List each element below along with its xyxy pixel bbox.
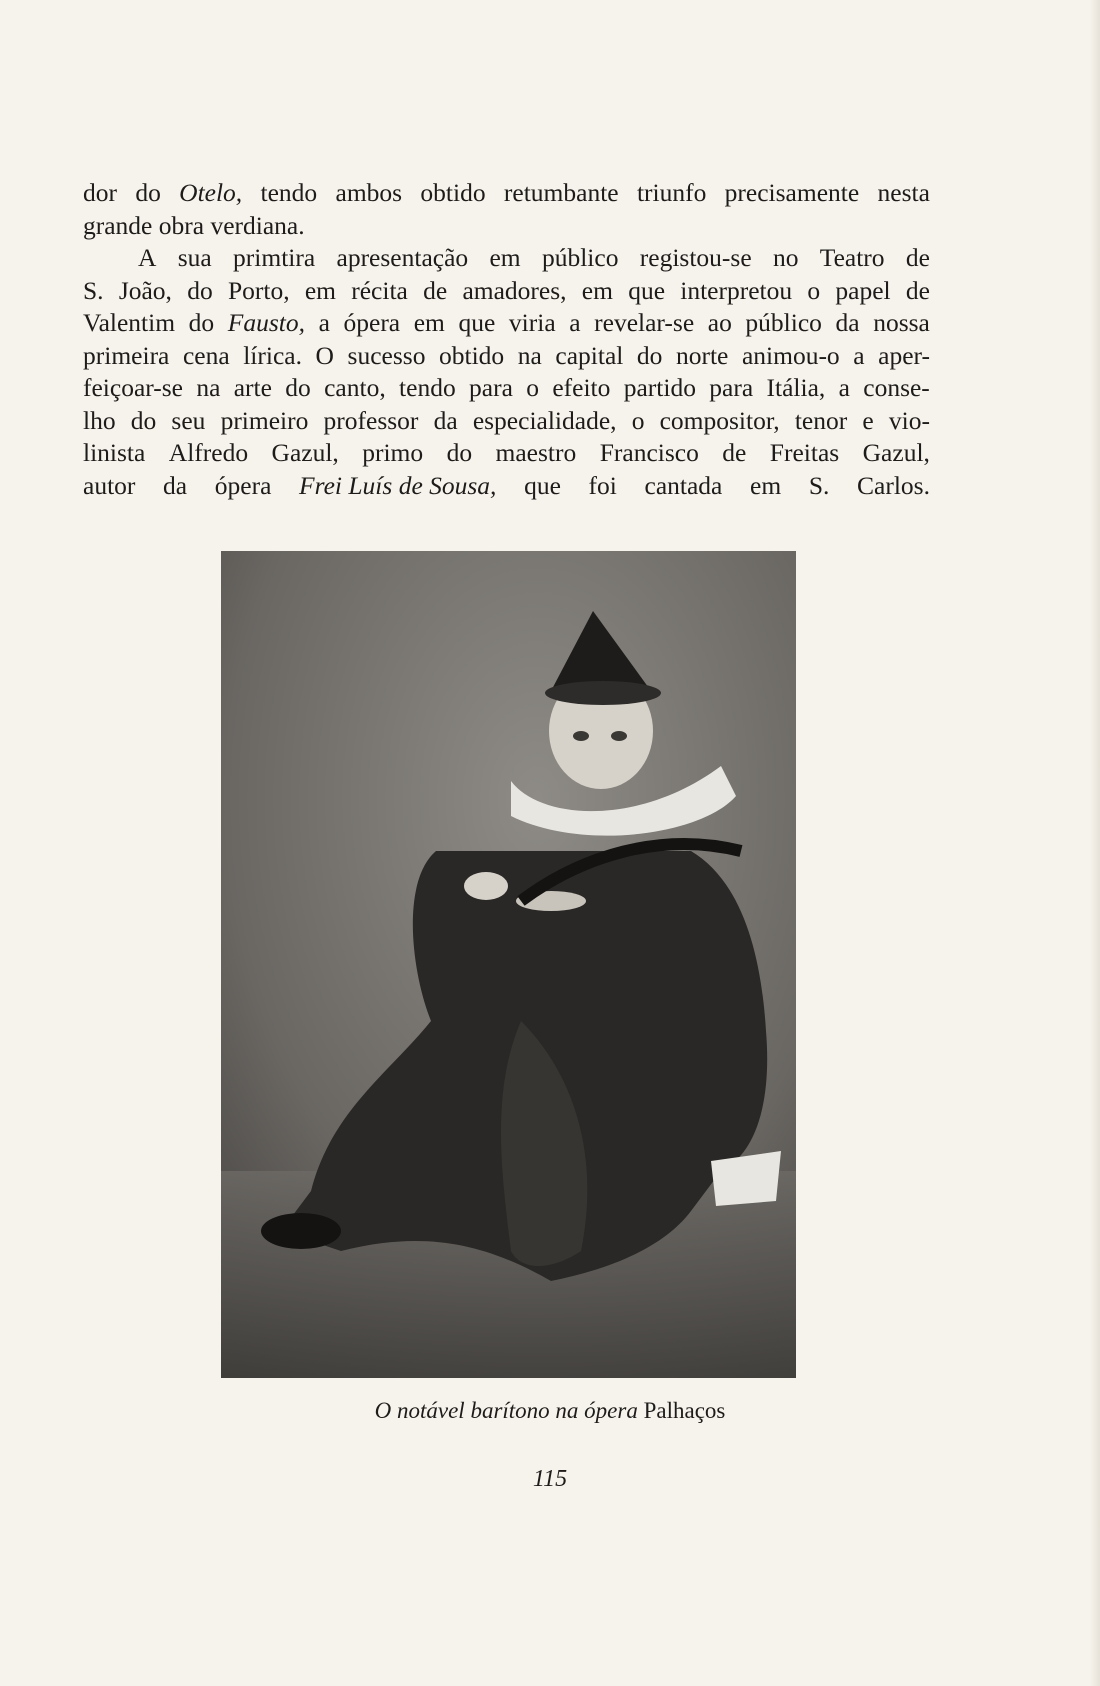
- word: a: [569, 308, 581, 337]
- word: récita: [351, 275, 408, 305]
- word: S.: [808, 470, 830, 500]
- word: o: [807, 275, 821, 305]
- word: ópera: [214, 470, 272, 500]
- text-line: [83, 437, 930, 470]
- word: cena: [182, 340, 230, 370]
- word: do: [285, 373, 311, 402]
- italic-title: Frei Luís de Sousa,: [299, 470, 497, 500]
- word: tenor: [794, 405, 848, 435]
- word: lírica.: [243, 340, 302, 370]
- word: Francisco: [599, 438, 699, 467]
- word: no: [772, 243, 799, 272]
- page-edge: [1090, 0, 1100, 1686]
- word: de: [722, 438, 747, 467]
- word: dor: [83, 178, 117, 207]
- word: canto,: [324, 373, 386, 402]
- word: sua: [177, 243, 212, 272]
- word: capital: [555, 340, 624, 370]
- word: do: [130, 405, 157, 435]
- word: na: [196, 373, 221, 402]
- word: de: [423, 275, 448, 305]
- word: S.: [83, 275, 104, 305]
- word: do: [187, 275, 213, 305]
- word: conse-: [863, 373, 930, 402]
- word: cantada: [644, 470, 723, 500]
- word: do: [135, 178, 161, 207]
- word: triunfo: [636, 178, 707, 207]
- word: o: [631, 405, 645, 435]
- text-line: [83, 275, 930, 308]
- word: ambos: [335, 178, 403, 207]
- word: tendo: [260, 178, 318, 207]
- word: nossa: [873, 308, 930, 337]
- word: obtido: [439, 340, 505, 370]
- word: em: [581, 275, 613, 305]
- photograph: [221, 551, 796, 1378]
- word: sucesso: [347, 340, 426, 370]
- word: interpretou: [680, 275, 793, 305]
- word: foi: [588, 470, 617, 500]
- word: da: [163, 470, 188, 500]
- word: tendo: [399, 373, 456, 402]
- italic-title: Otelo,: [179, 178, 243, 207]
- word: especialidade,: [472, 405, 617, 435]
- word: arte: [233, 373, 272, 402]
- page-number: 115: [532, 1466, 568, 1492]
- word: na: [517, 340, 542, 370]
- word: A: [138, 243, 157, 272]
- word: primeiro: [220, 405, 309, 435]
- word: amadores,: [462, 275, 567, 305]
- word: Gazul,: [862, 438, 930, 467]
- word: do: [636, 340, 663, 370]
- word: Itália,: [766, 373, 826, 402]
- text-line: [83, 177, 930, 210]
- word: primtira: [233, 243, 316, 272]
- word: obtido: [420, 178, 486, 207]
- word: para: [469, 373, 513, 402]
- word: apresentação: [336, 243, 469, 272]
- text-line: [83, 210, 930, 243]
- word: feiçoar-se: [83, 373, 183, 402]
- word: registou-se: [639, 243, 752, 272]
- word: precisamente: [724, 178, 860, 207]
- word: O: [315, 340, 334, 370]
- word: em: [304, 275, 336, 305]
- word: de: [905, 243, 930, 272]
- text-line: [83, 242, 930, 275]
- word: de: [905, 275, 930, 305]
- word: vio-: [888, 405, 930, 435]
- word: em: [489, 243, 521, 272]
- word: Carlos.: [857, 470, 930, 500]
- word: Freitas: [769, 438, 840, 467]
- word: professor: [323, 405, 419, 435]
- word: que: [628, 275, 666, 305]
- word: nesta: [877, 178, 930, 207]
- word: ao: [707, 308, 732, 337]
- word: que: [524, 470, 561, 500]
- text-line: [83, 307, 930, 340]
- italic-title: Fausto,: [227, 308, 305, 337]
- word: autor: [83, 470, 136, 500]
- word: aper-: [878, 340, 930, 370]
- word: do: [446, 438, 473, 467]
- caption-opera-title: Palhaços: [643, 1398, 726, 1423]
- word: a: [853, 340, 865, 370]
- word: linista: [83, 438, 146, 467]
- word: grande obra verdiana.: [83, 210, 305, 240]
- word: animou-o: [741, 340, 840, 370]
- word: partido: [623, 373, 696, 402]
- word: Gazul,: [271, 438, 339, 467]
- word: revelar-se: [594, 308, 695, 337]
- word: maestro: [495, 438, 577, 467]
- caption-italic-text: O notável barítono na ópera: [374, 1398, 638, 1423]
- word: retumbante: [503, 178, 619, 207]
- word: efeito: [552, 373, 611, 402]
- word: norte: [675, 340, 729, 370]
- word: ópera: [343, 308, 401, 337]
- word: seu: [171, 405, 206, 435]
- word: papel: [835, 275, 891, 305]
- word: do: [188, 308, 215, 337]
- text-line: [83, 372, 930, 405]
- body-text: [83, 177, 930, 502]
- word: a: [838, 373, 850, 402]
- word: viria: [508, 308, 556, 337]
- word: em: [750, 470, 782, 500]
- word: para: [709, 373, 754, 402]
- text-line: [83, 470, 930, 503]
- word: Porto,: [227, 275, 290, 305]
- word: Alfredo: [168, 438, 249, 467]
- word: público: [745, 308, 822, 337]
- word: Teatro: [819, 243, 885, 272]
- word: da: [433, 405, 458, 435]
- text-line: [83, 340, 930, 373]
- word: e: [862, 405, 874, 435]
- word: lho: [83, 405, 116, 435]
- word: primo: [362, 438, 424, 467]
- clown-photo-illustration: [221, 551, 796, 1378]
- word: João,: [118, 275, 172, 305]
- word: da: [835, 308, 860, 337]
- word: Valentim: [83, 308, 176, 337]
- word: o: [526, 373, 539, 402]
- text-line: [83, 405, 930, 438]
- word: a: [318, 308, 330, 337]
- photo-caption: [0, 1398, 1100, 1424]
- word: compositor,: [659, 405, 780, 435]
- word: que: [458, 308, 496, 337]
- word: em: [413, 308, 445, 337]
- word: primeira: [83, 340, 170, 370]
- word: público: [541, 243, 619, 272]
